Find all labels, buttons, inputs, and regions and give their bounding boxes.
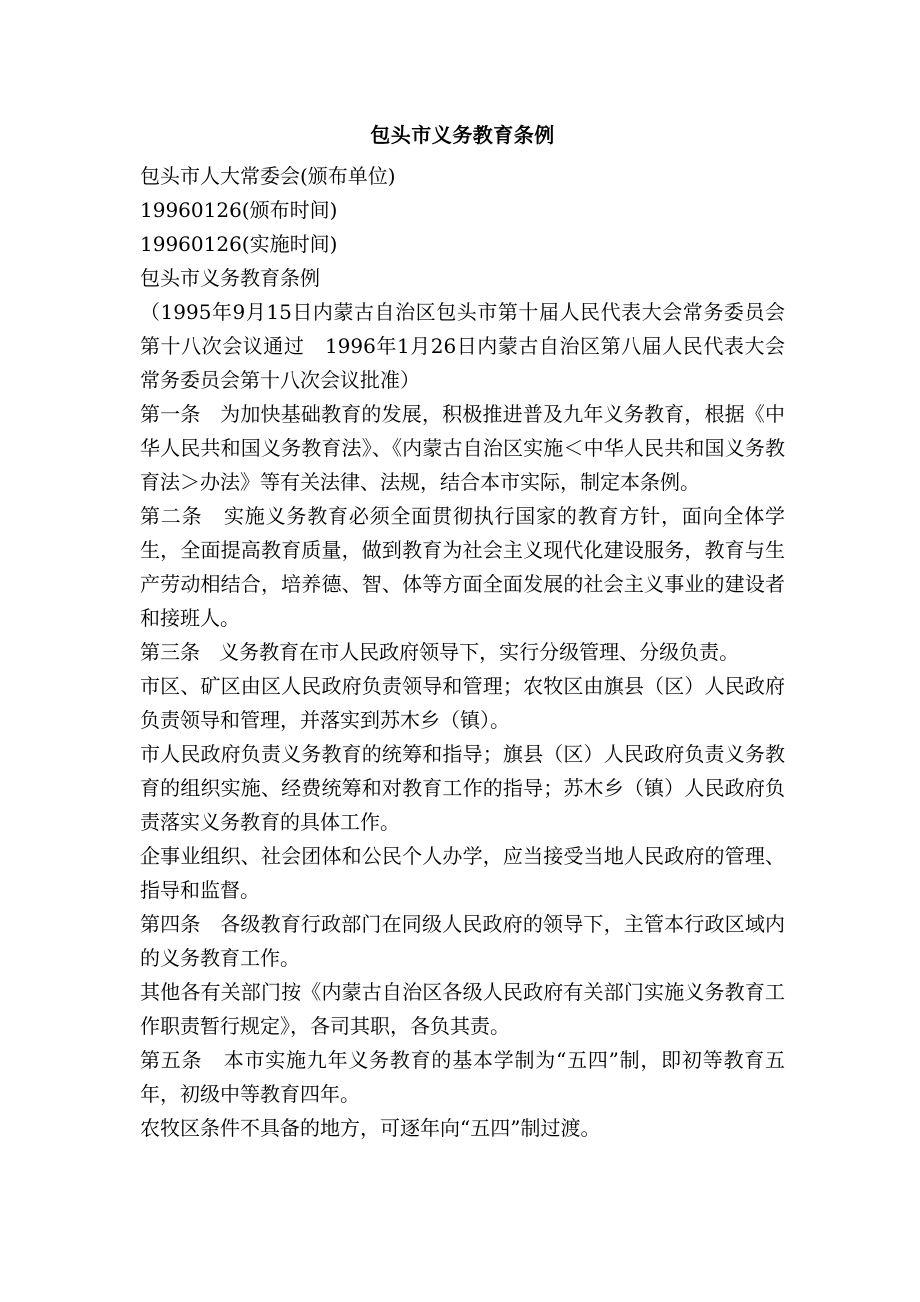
article-2-label: 第二条 [140,504,203,528]
article-3 [140,635,785,669]
article-5-label: 第五条 [140,1048,203,1072]
article-spacer [201,402,221,426]
article-2-text: 实施义务教育必须全面贯彻执行国家的教育方针，面向全体学生，全面提高教育质量，做到教育为社会主义现代化建设服务，教育与生产劳动相结合，培养德、智、体等方面全面发展的社会主义事业的建设者和接班人。 [140,504,786,630]
preamble-paragraph: （1995年9月15日内蒙古自治区包头市第十届人民代表大会常务委员会第十八次会议通过 1996年1月26日内蒙古自治区第八届人民代表大会常务委员会第十八次会议批准） [140,300,785,392]
article-spacer [202,1048,223,1072]
article-3-label: 第三条 [140,640,200,664]
issuer-line: 包头市人大常委会(颁布单位) [140,164,396,188]
article-spacer [200,640,219,664]
article-1-text: 为加快基础教育的发展，积极推进普及九年义务教育，根据《中华人民共和国义务教育法》、《内蒙古自治区实施＜中华人民共和国义务教育法＞办法》等有关法律、法规，结合本市实际，制定本条例。 [140,402,786,494]
article-2 [140,499,785,635]
effective-date-line: 19960126(实施时间) [140,232,338,256]
article-4-text: 各级教育行政部门在同级人民政府的领导下，主管本行政区域内的义务教育工作。 [140,912,786,970]
article-1-label: 第一条 [140,402,201,426]
article-4 [140,907,785,975]
article-spacer [201,912,221,936]
article-spacer [202,504,224,528]
regulation-name-line: 包头市义务教育条例 [140,266,320,290]
article-1 [140,397,785,499]
article-5-text: 本市实施九年义务教育的基本学制为“五四”制，即初等教育五年，初级中等教育四年。 [140,1048,786,1106]
article-5-paragraph: 农牧区条件不具备的地方，可逐年向“五四”制过渡。 [140,1116,601,1140]
article-3-text: 义务教育在市人民政府领导下，实行分级管理、分级负责。 [219,640,740,664]
article-4-paragraph: 其他各有关部门按《内蒙古自治区各级人民政府有关部门实施义务教育工作职责暂行规定》，各司其职，各负其责。 [140,980,785,1038]
article-3-paragraph: 市区、矿区由区人民政府负责领导和管理；农牧区由旗县（区）人民政府负责领导和管理，并落实到苏木乡（镇）。 [140,674,785,732]
article-5 [140,1043,785,1111]
document-page [140,118,785,1145]
article-3-paragraph: 企事业组织、社会团体和公民个人办学，应当接受当地人民政府的管理、指导和监督。 [140,844,785,902]
issue-date-line: 19960126(颁布时间) [140,198,338,222]
document-title: 包头市义务教育条例 [370,123,555,147]
article-4-label: 第四条 [140,912,201,936]
article-3-paragraph: 市人民政府负责义务教育的统筹和指导；旗县（区）人民政府负责义务教育的组织实施、经费统筹和对教育工作的指导；苏木乡（镇）人民政府负责落实义务教育的具体工作。 [140,742,785,834]
